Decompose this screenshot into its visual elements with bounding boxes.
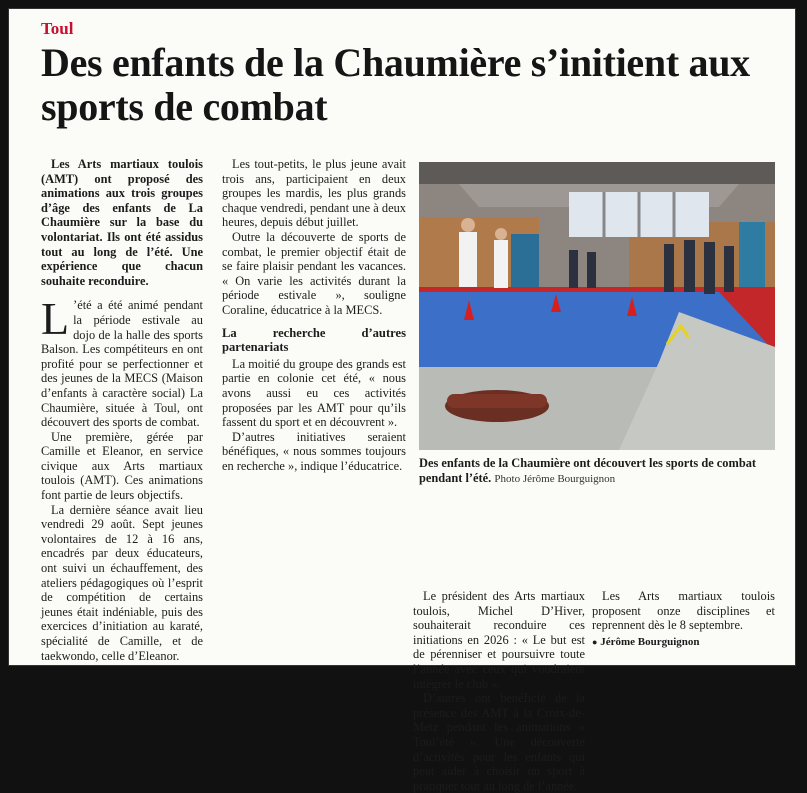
dojo-photo-illustration <box>419 162 775 450</box>
byline-author: Jérôme Bourguignon <box>600 635 700 648</box>
headline: Des enfants de la Chaumière s’initient aux sports de combat <box>41 40 750 129</box>
drop-cap: L <box>41 293 70 345</box>
byline <box>592 635 775 650</box>
paragraph: La dernière séance avait lieu vendredi 29 août. Sept jeunes volontaires de 12 à 16 ans, encadrés par deux éducateurs, ont suivi un échauffement, des ateliers pédagogiques où l’esprit de compétition de certains jeunes était indéniable, puis des exercices d’initiation au karaté, spécialité de Camille, et de taekwondo, celle d’Eleanor. <box>41 502 203 663</box>
article-photo <box>419 162 775 450</box>
section-label: Toul <box>41 19 74 38</box>
paragraph: Les Arts martiaux toulois proposent onze disciplines et reprennent dès le 8 septembre. <box>592 589 775 633</box>
subheading: La recherche d’autres partenariats <box>222 325 406 355</box>
photo-credit: Photo Jérôme Bourguignon <box>494 473 616 485</box>
paragraph: D’autres ont bénéficié de la présence des AMT à la Croix-de-Metz pendant les animations « Toul’été ». Une découverte d’activités pour les enfants qui peut aider à choisir un sport à pratiquer tout au long de l’année. <box>413 691 585 793</box>
photo-caption <box>419 456 775 487</box>
lead-paragraph: Les Arts martiaux toulois (AMT) ont proposé des animations aux trois groupes d’âge des enfants de La Chaumière sur la base du volontariat. Ils ont été assidus tout au long de l’été. Une expérience que chacun souhaite reconduire. <box>41 157 203 288</box>
paragraph: Outre la découverte de sports de combat, le premier objectif était de se faire plaisir pendant les vacances. « On varie les activités durant la période estivale », souligne Coraline, éducatrice à la MECS. <box>222 229 406 317</box>
paragraph-text: ’été a été animé pendant la période estivale au dojo de la halle des sports Balson. Les compétiteurs en ont profité pour se perfectionner et des jeunes de la MECS (Maison d’enfants à caractère social) La Chaumière, située à Toul, ont découvert des sports de combat. <box>41 298 203 430</box>
caption-text: Des enfants de la Chaumière ont découvert les sports de combat pendant l’été. <box>419 456 757 485</box>
newspaper-page <box>9 9 795 793</box>
column-2 <box>222 157 406 473</box>
paragraph: Le président des Arts martiaux toulois, Michel D’Hiver, souhaiterait reconduire ces initiations en 2026 : « Le but est de pérenniser et poursuivre toute l’année avec ceux qui voudraient intégrer le club ». <box>413 589 585 691</box>
paragraph: La moitié du groupe des grands est partie en colonie cet été, « nous avons aussi eu ces activités proposées par les AMT pour qu’ils fassent du sport et en découvrent ». <box>222 356 406 430</box>
paragraph: Une première, gérée par Camille et Eleanor, en service civique aux Arts martiaux toulois (AMT). Ces animations font partie de leurs objectifs. <box>41 429 203 503</box>
column-3 <box>413 589 585 793</box>
paragraph: Les tout-petits, le plus jeune avait trois ans, participaient en deux groupes les mardis, les plus grands chaque vendredi, pendant une à deux heures, depuis début juillet. <box>222 157 406 230</box>
column-4 <box>592 589 775 649</box>
byline-bullet: ● <box>592 636 598 647</box>
column-1 <box>41 157 203 663</box>
paragraph: D’autres initiatives seraient bénéfiques, « nous sommes toujours en recherche », indique l’éducatrice. <box>222 429 406 473</box>
paragraph <box>41 293 203 430</box>
